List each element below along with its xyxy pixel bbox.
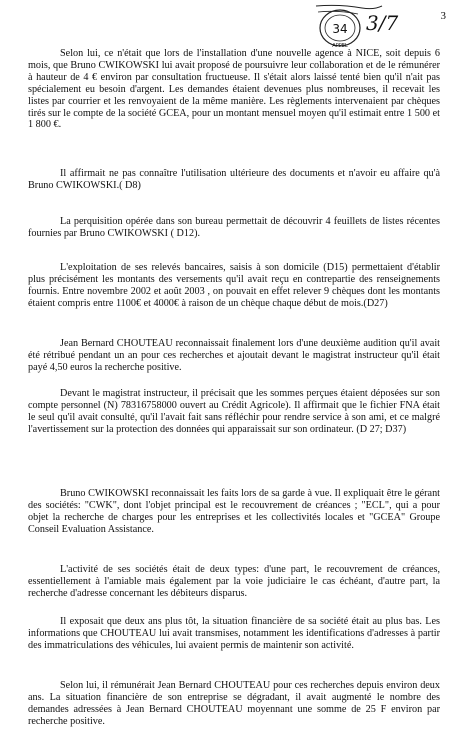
paragraph-remuneration: Selon lui, il rémunérait Jean Bernard CHOUTEAU pour ces recherches depuis environ deux ans. La situation financière de son entreprise se dégradant, il avait augmenté le nombre des demandes adressées à Jean Bernard CHOUTEAU moyennant une somme de 25 F environ par recherche positive. — [28, 680, 440, 727]
paragraph-situation-financiere: Il exposait que deux ans plus tôt, la situation financière de sa société était au plus bas. Les informations que CHOUTEAU lui avait transmises, notamment les identifications d'adresses à partir des immatriculations des véhicules, lui avaient permis de maintenir son activité. — [28, 616, 440, 651]
paragraph-releves-bancaires: L'exploitation de ses relevés bancaires, saisis à son domicile (D15) permettaient d'établir plus précisément les montants des versements qu'il avait reçu en contrepartie des renseignements fournis. Entre novembre 2002 et août 2003 , on pouvait en effet relever 9 chèques dont les montants étaient compris entre 1100€ et 4000€ à raison de un chèque chaque début de mois.(D27) — [28, 262, 440, 309]
handwritten-folio: 3/7 — [366, 11, 399, 35]
paragraph-garde-a-vue: Bruno CWIKOWSKI reconnaissait les faits lors de sa garde à vue. Il expliquait être le gérant des sociétés: "CWK", dont l'objet principal est le recouvrement de créances ; "ECL", qui a pour objet la recherche de charges pour les entreprises et les collectivités locales et "GCEA" Groupe Conseil Evaluation Assistance. — [28, 488, 440, 535]
paragraph-magistrat-instructeur: Devant le magistrat instructeur, il précisait que les sommes perçues étaient déposées sur son compte personnel (N) 78316758000 ouvert au Crédit Agricole). Il affirmait que le fichier FNA était le seul qu'il avait consulté, qu'il l'avait fait sans réfléchir pour rendre service à son ami, et ce malgré l'avertissement sur la protection des données qui apparaissait sur son ordinateur. (D 27; D37) — [28, 388, 440, 435]
paragraph-affirmation: Il affirmait ne pas connaître l'utilisation ultérieure des documents et n'avoir eu affaire qu'à Bruno CWIKOWSKI.( D8) — [28, 168, 440, 191]
stamp-number: 34 — [332, 22, 348, 36]
court-stamp — [310, 2, 406, 52]
paragraph-perquisition: La perquisition opérée dans son bureau permettait de découvrir 4 feuillets de listes récentes fournies par Bruno CWIKOWSKI ( D12). — [28, 216, 440, 239]
page-number: 3 — [440, 10, 446, 22]
paragraph-activite-societes: L'activité de ses sociétés était de deux types: d'une part, le recouvrement de créances, essentiellement à l'amiable mais également par la voie judiciaire le cas échéant, d'autre part, la recherche d'adresse concernant les débiteurs disparus. — [28, 564, 440, 599]
paragraph-deuxieme-audition: Jean Bernard CHOUTEAU reconnaissait finalement lors d'une deuxième audition qu'il avait été rétribué pendant un an pour ces recherches et ajoutait devant le magistrat instructeur qu'il était payé 4,50 euros la recherche positive. — [28, 338, 440, 373]
stamp-label: APPEL — [332, 43, 348, 49]
paragraph-installation-nice: Selon lui, ce n'était que lors de l'installation d'une nouvelle agence à NICE, soit depuis 6 mois, que Bruno CWIKOWSKI lui avait proposé de poursuivre leur collaboration et de le rémunérer à hauteur de 4 € environ par consultation fructueuse. Il s'était alors laissé tenté bien qu'il n'ait pas spécialement eu besoin d'argent. Les demandes étaient devenues plus nombreuses, il recevait les listes par courrier et les renvoyaient de la même manière. Les règlements intervenaient par chèques tirés sur le compte de la société GCEA, pour un montant mensuel moyen qu'il estimait entre 1 500 et 1 800 €. — [28, 48, 440, 131]
